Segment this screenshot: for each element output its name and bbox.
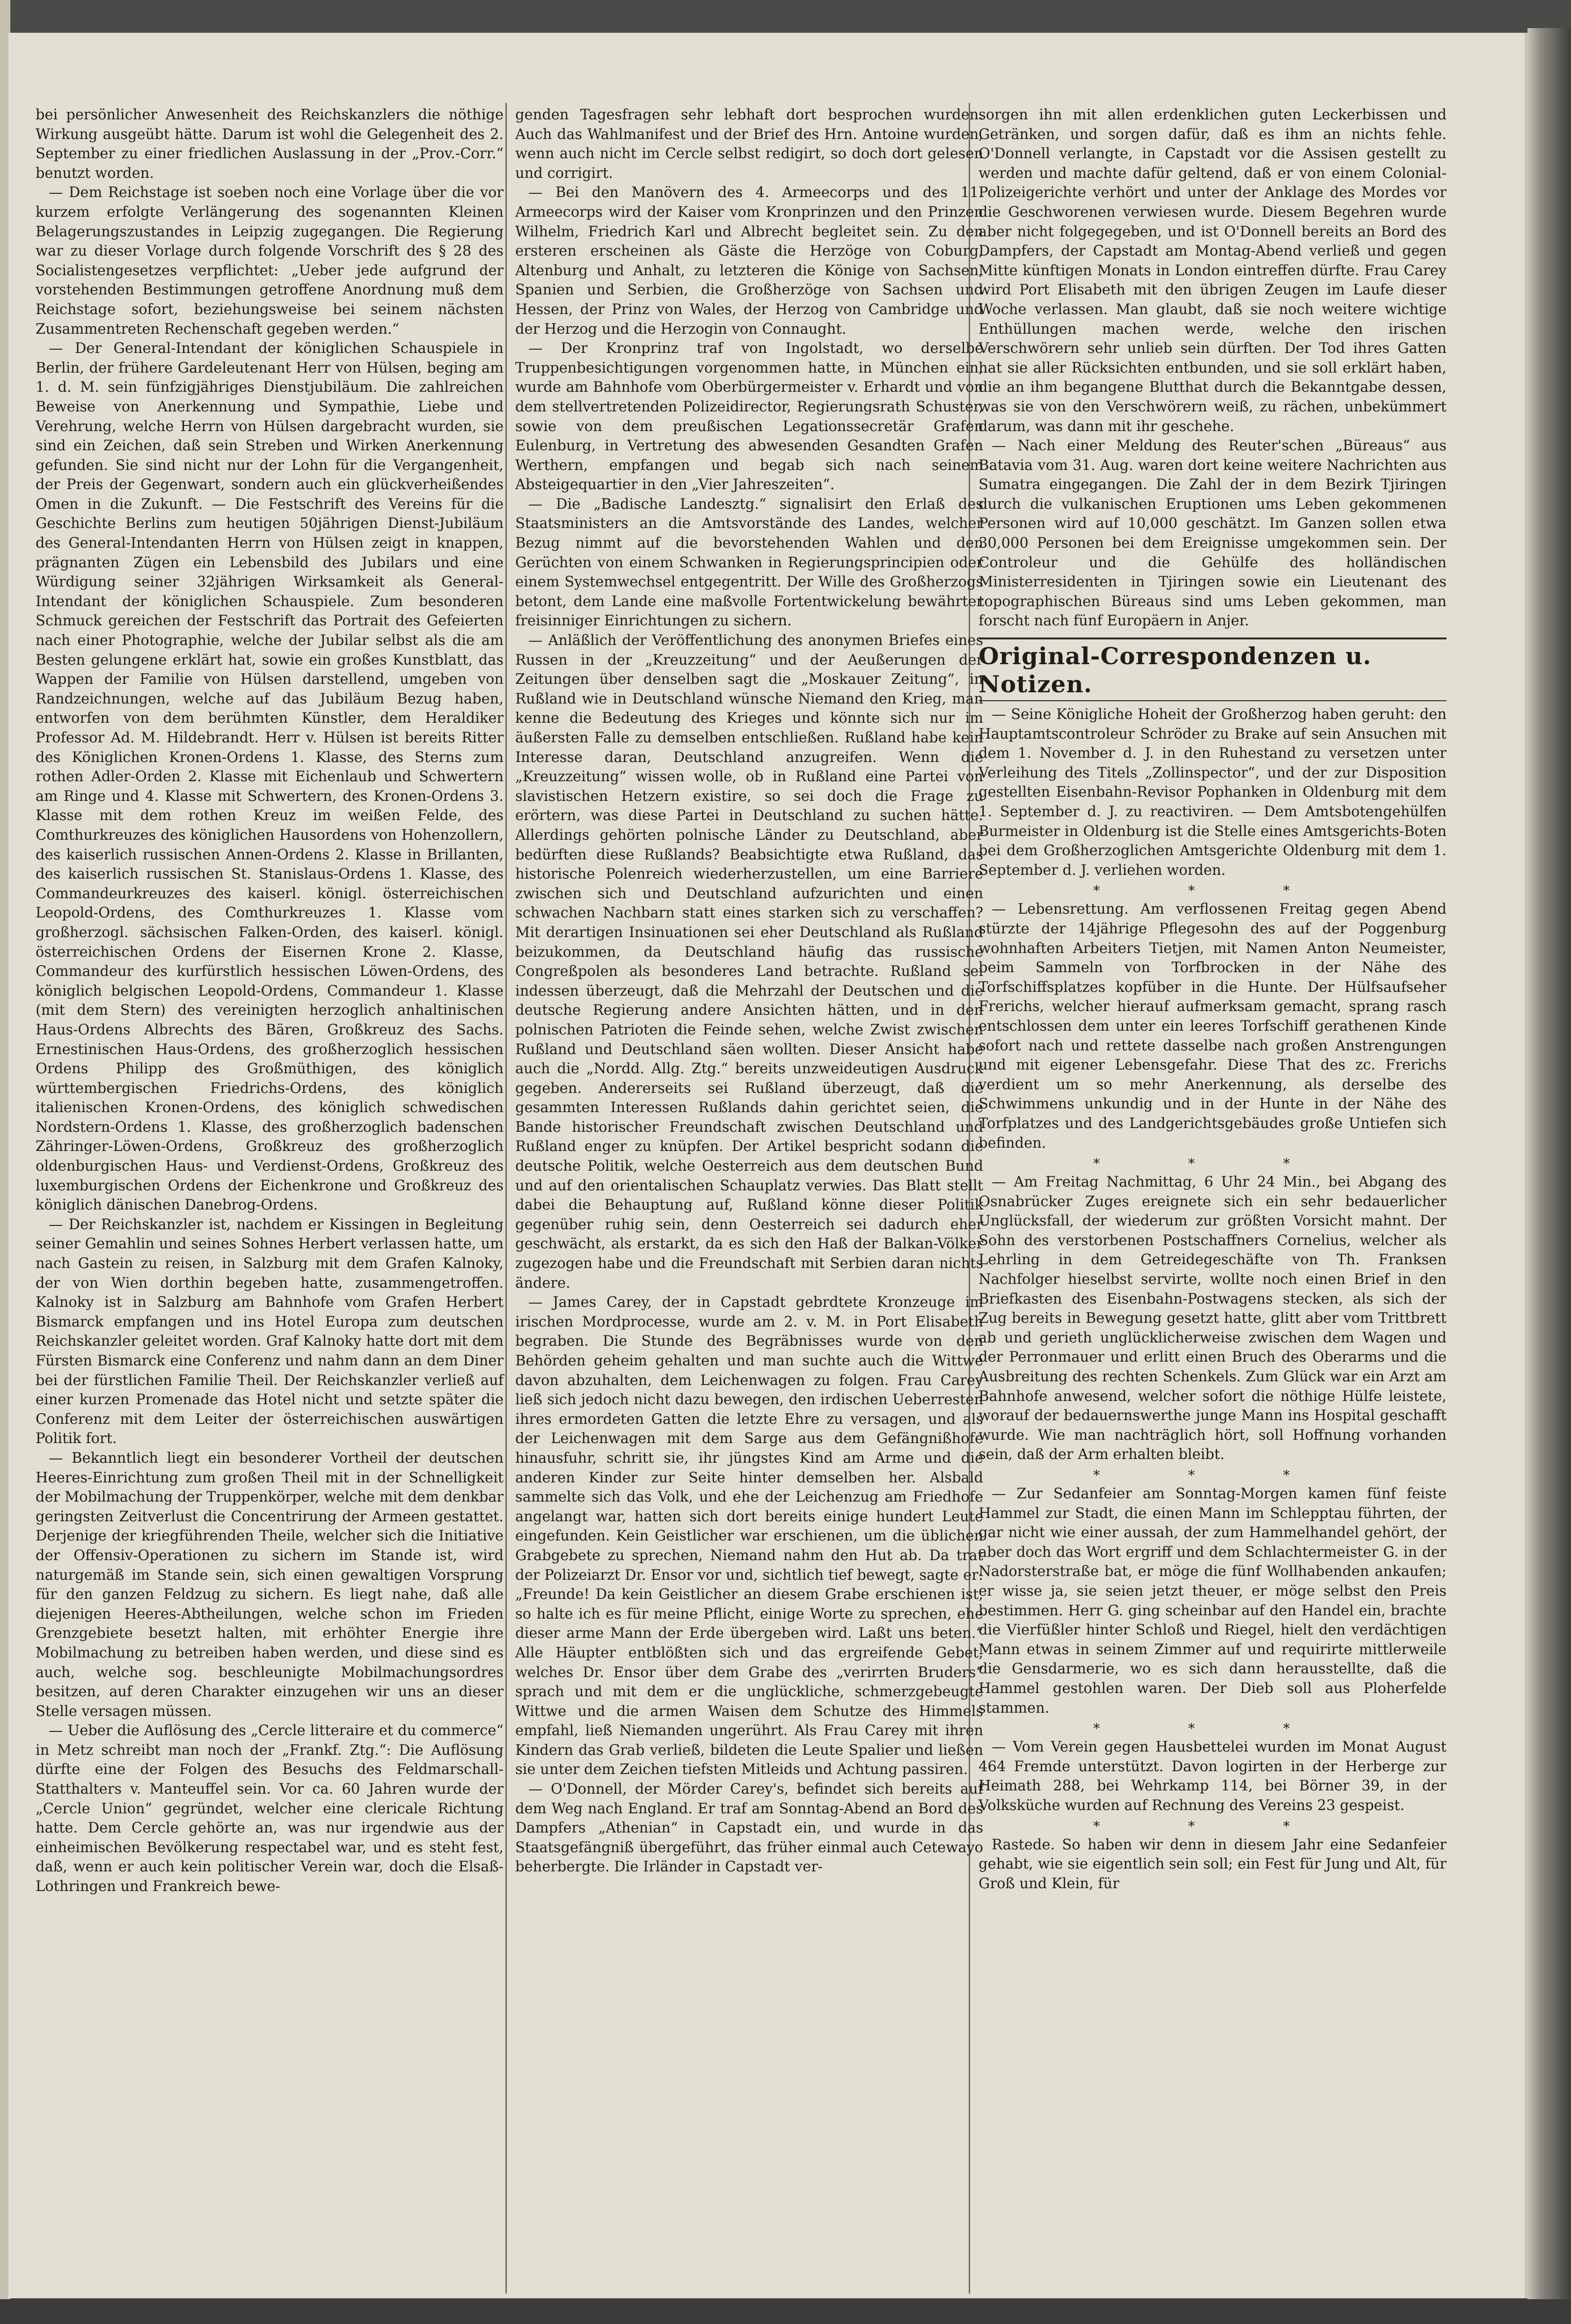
separator-stars: * * * [1093,1721,1332,1737]
scan-bottom-shadow [0,2299,1571,2324]
paragraph: — Lebensrettung. Am verflossenen Freitag gegen Abend stürzte der 14jährige Pflegesohn des auf der Poggenburg wohnhaften Arbeiters Tietjen, mit Namen Anton Neumeister, beim Sammeln von Torfbrocken in der Nähe des Torfschiffsplatzes kopfüber in die Hunte. Der Hülfsaufseher Frerichs, welcher hierauf aufmerksam gemacht, sprang rasch entschlossen dem unter ein leeres Torfschiff gerathenen Kinde sofort nach und rettete dasselbe nach großen Anstrengungen und mit eigener Lebensgefahr. Diese That des zc. Frerichs verdient um so mehr Anerkennung, als derselbe des Schwimmens unkundig und in der Hunte in der Nähe des Torfplatzes und des Landgerichtsgebäudes große Untiefen sich befinden. [979,901,1447,1151]
section-title: Original-Correspondenzen u. Notizen. [979,638,1447,701]
paragraph: — Zur Sedanfeier am Sonntag-Morgen kamen fünf feiste Hammel zur Stadt, die einen Mann im Schlepptau führten, der gar nicht wie einer aussah, der zum Hammelhandel gehört, der aber doch das Wort ergriff und dem Schlachtermeister G. in der Nadorsterstraße bat, er möge die fünf Wollhabenden ankaufen; er wisse ja, sie seien jetzt theuer, er möge selbst den Preis bestimmen. Herr G. ging scheinbar auf den Handel ein, brachte die Vierfüßler hinter Schloß und Riegel, hielt den verdächtigen Mann etwas in seinem Zimmer auf und requirirte mittlerweile die Gensdarmerie, wo es sich dann herausstellte, daß die Hammel gestohlen waren. Der Dieb soll aus Ploherfelde stammen. [979,1486,1447,1716]
column-rule [505,103,507,2294]
paragraph: — Nach einer Meldung des Reuter'schen „Büreaus“ aus Batavia vom 31. Aug. waren dort keine weitere Nachrichten aus Sumatra eingegangen. Die Zahl der in dem Bezirk Tjiringen durch die vulkanischen Eruptionen ums Leben gekommenen Personen wird auf 10,000 geschätzt. Im Ganzen sollen etwa 30,000 Personen bei dem Ereignisse umgekommen sein. Der Controleur und die Gehülfe des holländischen Ministerresidenten in Tjiringen sowie ein Lieutenant des topographischen Büreaus sind ums Leben gekommen, man forscht nach fünf Europäern in Anjer. [979,438,1447,630]
paragraph: Rastede. So haben wir denn in diesem Jahr eine Sedanfeier gehabt, wie sie eigentlich sein soll; ein Fest für Jung und Alt, für Groß und Klein, für [979,1836,1447,1892]
paragraph: genden Tagesfragen sehr lebhaft dort besprochen wurden. Auch das Wahlmanifest und der Brief des Hrn. Antoine wurden, wenn auch nicht im Cercle selbst redigirt, so doch dort gelesen und corrigirt. [515,107,983,182]
separator-stars: * * * [1093,1818,1332,1834]
paragraph: — Vom Verein gegen Hausbettelei wurden im Monat August 464 Fremde unterstützt. Davon logirten in der Herberge zur Heimath 288, bei Wehrkamp 114, bei Börner 39, in der Volksküche wurden auf Rechnung des Vereins 23 gespeist. [979,1739,1447,1814]
paragraph: — Bekanntlich liegt ein besonderer Vortheil der deutschen Heeres-Einrichtung zum großen Theil mit in der Schnelligkeit der Mobilmachung der Truppenkörper, welche mit dem denkbar geringsten Zeitverlust die Concentrirung der Armeen gestattet. Derjenige der kriegführenden Theile, welcher sich die Initiative der Offensiv-Operationen zu sichern im Stande ist, wird naturgemäß im Stande sein, sich einen gewaltigen Vorsprung für den ganzen Feldzug zu sichern. Es liegt nahe, daß alle diejenigen Heeres-Abtheilungen, welche schon im Frieden Grenzgebiete besetzt halten, mit erhöhter Energie ihre Mobilmachung zu betreiben haben werden, und diese sind es auch, welche sog. beschleunigte Mobilmachungsordres besitzen, auf deren Charakter einzugehen wir uns an dieser Stelle versagen müssen. [36,1450,504,1720]
page-edge-right [1527,28,1571,2324]
column-3 [979,105,1447,1893]
paragraph: — Die „Badische Landesztg.“ signalisirt den Erlaß des Staatsministers an die Amtsvorstände des Landes, welcher Bezug nimmt auf die bevorstehenden Wahlen und den Gerüchten von einem Schwanken in Regierungsprincipien oder einem Systemwechsel entgegentritt. Der Wille des Großherzogs betont, dem Lande eine maßvolle Fortentwickelung bewährter freisinniger Einrichtungen zu sichern. [515,496,983,630]
paragraph: — Anläßlich der Veröffentlichung des anonymen Briefes eines Russen in der „Kreuzzeitung“ und der Aeußerungen der Zeitungen über denselben sagt die „Moskauer Zeitung“, in Rußland wie in Deutschland wünsche Niemand den Krieg, man kenne die Bedeutung des Krieges und könnte sich nur im äußersten Falle zu demselben entschließen. Rußland habe kein Interesse daran, Deutschland anzugreifen. Wenn die „Kreuzzeitung“ wissen wolle, ob in Rußland eine Partei von slavistischen Hetzern existire, so sei doch die Frage zu erörtern, was diese Partei in Deutschland zu suchen hätte. Allerdings gehörten polnische Länder zu Deutschland, aber bedürften diese Rußlands? Beabsichtigte etwa Rußland, das historische Polenreich wiederherzustellen, um eine Barriere zwischen sich und Deutschland aufzurichten und einen schwachen Nachbarn statt eines starken sich zu verschaffen? Mit derartigen Insinuationen sei eher Deutschland als Rußland beizukommen, da Deutschland häufig das russische Congreßpolen als besonderes Land betrachte. Rußland sei indessen überzeugt, daß die Mehrzahl der Deutschen und die deutsche Regierung andere Ansichten hätten, und in den polnischen Patrioten die Feinde sehen, welche Zwist zwischen Rußland und Deutschland säen wollten. Dieser Ansicht habe auch die „Nordd. Allg. Ztg.“ bereits unzweideutigen Ausdruck gegeben. Andererseits sei Rußland überzeugt, daß die gesammten Interessen Rußlands dahin gerichtet seien, die Bande historischer Freundschaft zwischen Deutschland und Rußland enger zu knüpfen. Der Artikel bespricht sodann die deutsche Politik, welche Oesterreich aus dem deutschen Bund und auf den orientalischen Schauplatz verwies. Das Blatt stellt dabei die Behauptung auf, Rußland könne dieser Politik gegenüber ruhig sein, denn Oesterreich sei dadurch eher geschwächt, als erstarkt, da es sich den Haß der Balkan-Völker zugezogen habe und die Freundschaft mit Serbien daran nichts ändere. [515,632,983,1291]
paragraph: — O'Donnell, der Mörder Carey's, befindet sich bereits auf dem Weg nach England. Er traf am Sonntag-Abend an Bord des Dampfers „Athenian“ in Capstadt ein, und wurde in das Staatsgefängniß übergeführt, das früher einmal auch Cetewayo beherbergte. Die Irländer in Capstadt ver- [515,1781,983,1876]
separator-stars: * * * [1093,1467,1332,1483]
paragraph: — Bei den Manövern des 4. Armeecorps und des 11. Armeecorps wird der Kaiser vom Kronprinzen und den Prinzen Wilhelm, Friedrich Karl und Albrecht begleitet sein. Zu den ersteren erscheinen als Gäste die Herzöge von Coburg, Altenburg und Anhalt, zu letzteren die Könige von Sachsen, Spanien und Serbien, die Großherzöge von Sachsen und Hessen, der Prinz von Wales, der Herzog von Cambridge und der Herzog und die Herzogin von Connaught. [515,184,983,337]
paragraph: — Dem Reichstage ist soeben noch eine Vorlage über die vor kurzem erfolgte Verlängerung des sogenannten Kleinen Belagerungszustandes in Leipzig zugegangen. Die Regierung war zu dieser Vorlage durch folgende Vorschrift des § 28 des Socialistengesetzes verpflichtet: „Ueber jede aufgrund der vorstehenden Bestimmungen getroffene Anordnung muß dem Reichstage sofort, beziehungsweise bei seinem nächsten Zusammentreten Rechenschaft gegeben werden.“ [36,184,504,337]
separator-stars: * * * [1093,883,1332,899]
paragraph: — James Carey, der in Capstadt gebrdtete Kronzeuge im irischen Mordprocesse, wurde am 2. v. M. in Port Elisabeth begraben. Die Stunde des Begräbnisses wurde von den Behörden geheim gehalten und man suchte auch die Wittwe davon abzuhalten, dem Leichenwagen zu folgen. Frau Carey ließ sich jedoch nicht dazu bewegen, den irdischen Ueberresten ihres ermordeten Gatten die letzte Ehre zu versagen, und als der Leichenwagen mit dem Sarge aus dem Gefängnißhofe hinausfuhr, schritt sie, ihr jüngstes Kind am Arme und die anderen Kinder zur Seite hinter demselben her. Alsbald sammelte sich das Volk, und ehe der Leichenzug am Friedhofe angelangt war, hatten sich dort bereits einige hundert Leute eingefunden. Kein Geistlicher war erschienen, um die üblichen Grabgebete zu sprechen, Niemand nahm den Hut ab. Da trat der Polizeiarzt Dr. Ensor vor und, sichtlich tief bewegt, sagte er: „Freunde! Da kein Geistlicher an diesem Grabe erschienen ist, so halte ich es für meine Pflicht, einige Worte zu sprechen, ehe dieser arme Mann der Erde übergeben wird. Laßt uns beten.“ Alle Häupter entblößten sich und das ergreifende Gebet, welches Dr. Ensor über dem Grabe des „verirrten Bruders“ sprach und mit dem er die unglückliche, schmerzgebeugte Wittwe und die armen Waisen dem Schutze des Himmels empfahl, ließ Niemanden ungerührt. Als Frau Carey mit ihren Kindern das Grab verließ, bildeten die Leute Spalier und ließen sie unter dem Zeichen tiefsten Mitleids und Achtung passiren. [515,1294,983,1778]
paragraph: — Der General-Intendant der königlichen Schauspiele in Berlin, der frühere Gardeleutenant Herr von Hülsen, beging am 1. d. M. sein fünfzigjähriges Dienstjubiläum. Die zahlreichen Beweise von Anerkennung und Sympathie, Liebe und Verehrung, welche Herrn von Hülsen dargebracht wurden, sie sind ein Zeichen, daß sein Streben und Wirken Anerkennung gefunden. Sie sind nicht nur der Lohn für die Vergangenheit, der Preis der Gegenwart, sondern auch ein glückverheißendes Omen in die Zukunft. — Die Festschrift des Vereins für die Geschichte Berlins zum heutigen 50jährigen Dienst-Jubiläum des General-Intendanten Herrn von Hülsen zeigt in knappen, prägnanten Zügen ein Lebensbild des Jubilars und eine Würdigung seiner 32jährigen Wirksamkeit als General-Intendant der königlichen Schauspiele. Zum besonderen Schmuck gereichen der Festschrift das Portrait des Gefeierten nach einer Photographie, welche der Jubilar selbst als die am Besten gelungene erklärt hat, sowie ein großes Kunstblatt, das Wappen der Familie von Hülsen darstellend, umgeben von Randzeichnungen, welche auf das Jubiläum Bezug haben, entworfen von dem berühmten Künstler, dem Heraldiker Professor Ad. M. Hildebrandt. Herr v. Hülsen ist bereits Ritter des Königlichen Kronen-Ordens 1. Klasse, des Sterns zum rothen Adler-Orden 2. Klasse mit Eichenlaub und Schwertern am Ringe und 4. Klasse mit Schwertern, des Kronen-Ordens 3. Klasse mit dem rothen Kreuz im weißen Felde, des Comthurkreuzes des königlichen Hausordens von Hohenzollern, des kaiserlich russischen Annen-Ordens 2. Klasse in Brillanten, des kaiserlich russischen St. Stanislaus-Ordens 1. Klasse, des Commandeurkreuzes des kaiserl. königl. österreichischen Leopold-Ordens, des Comthurkreuzes 1. Klasse vom großherzogl. sächsischen Falken-Orden, des kaiserl. königl. österreichischen Ordens der Eisernen Krone 2. Klasse, Commandeur des kurfürstlich hessischen Löwen-Ordens, des königlich belgischen Leopold-Ordens, Commandeur 1. Klasse (mit dem Stern) des vereinigten herzoglich anhaltinischen Haus-Ordens Albrechts des Bären, Großkreuz des Sachs. Ernestinischen Haus-Ordens, des großherzoglich hessischen Ordens Philipp des Großmüthigen, des königlich württembergischen Friedrichs-Ordens, des königlich italienischen Kronen-Ordens, des königlich schwedischen Nordstern-Ordens 1. Klasse, des großherzoglich badenschen Zähringer-Löwen-Ordens, Großkreuz des großherzoglich oldenburgischen Haus- und Verdienst-Ordens, Großkreuz des luxemburgischen Ordens der Eichenkrone und Großkreuz des königlich dänischen Danebrog-Ordens. [36,340,504,1214]
column-2 [515,105,983,1877]
column-1 [36,105,504,1897]
paragraph: — Seine Königliche Hoheit der Großherzog haben geruht: den Hauptamtscontroleur Schröder zu Brake auf sein Ansuchen mit dem 1. November d. J. in den Ruhestand zu versetzen unter Verleihung des Titels „Zollinspector“, und der zur Disposition gestellten Eisenbahn-Revisor Pophanken in Oldenburg mit dem 1. September d. J. zu reactiviren. — Dem Amtsbotengehülfen Burmeister in Oldenburg ist die Stelle eines Amtsgerichts-Boten bei dem Großherzoglichen Amtsgerichte Oldenburg mit dem 1. September d. J. verliehen worden. [979,706,1447,879]
paragraph: — Ueber die Auflösung des „Cercle litteraire et du commerce“ in Metz schreibt man noch der „Frankf. Ztg.“: Die Auflösung dürfte eine der Folgen des Besuchs des Feldmarschall-Statthalters v. Manteuffel sein. Vor ca. 60 Jahren wurde der „Cercle Union“ gegründet, welcher eine clericale Richtung hatte. Dem Cercle gehörte an, was nur irgendwie aus der einheimischen Bevölkerung respectabel war, und es steht fest, daß, wenn er auch kein politischer Verein war, doch die Elsaß-Lothringen und Frankreich bewe- [36,1723,504,1895]
newspaper-page [8,33,1527,2298]
paragraph: — Der Reichskanzler ist, nachdem er Kissingen in Begleitung seiner Gemahlin und seines Sohnes Herbert verlassen hatte, um nach Gastein zu reisen, in Salzburg mit dem Grafen Kalnoky, der von Wien dorthin begeben hatte, zusammengetroffen. Kalnoky ist in Salzburg am Bahnhofe vom Grafen Herbert Bismarck empfangen und ins Hotel Europa zum deutschen Reichskanzler geleitet worden. Graf Kalnoky hatte dort mit dem Fürsten Bismarck eine Conferenz und nahm dann an dem Diner bei der fürstlichen Familie Theil. Der Reichskanzler verließ auf einer kurzen Promenade das Hotel nicht und setzte später die Conferenz mit dem Leiter der österreichischen auswärtigen Politik fort. [36,1216,504,1447]
paragraph: sorgen ihn mit allen erdenklichen guten Leckerbissen und Getränken, und sorgen dafür, daß es ihm an nichts fehle. O'Donnell verlangte, in Capstadt vor die Assisen gestellt zu werden und machte dafür geltend, daß er von einem Colonial-Polizeigerichte verhört und unter der Anklage des Mordes vor die Geschworenen verwiesen wurde. Diesem Begehren wurde aber nicht folgegegeben, und ist O'Donnell bereits an Bord des Dampfers, der Capstadt am Montag-Abend verließ und gegen Mitte künftigen Monats in London eintreffen dürfte. Frau Carey wird Port Elisabeth mit den übrigen Zeugen im Laufe dieser Woche verlassen. Man glaubt, daß sie noch weitere wichtige Enthüllungen machen werde, welche den irischen Verschwörern sehr unlieb sein dürften. Der Tod ihres Gatten hat sie aller Rücksichten entbunden, und sie soll erklärt haben, die an ihm begangene Blutthat durch die Bekanntgabe dessen, was sie von den Verschwörern weiß, zu rächen, unbekümmert darum, was dann mit ihr geschehe. [979,107,1447,435]
paragraph: — Am Freitag Nachmittag, 6 Uhr 24 Min., bei Abgang des Osnabrücker Zuges ereignete sich ein sehr bedauerlicher Unglücksfall, der wiederum zur größten Vorsicht mahnt. Der Sohn des verstorbenen Postschaffners Cornelius, welcher als Lehrling in dem Getreidegeschäfte von Th. Franksen Nachfolger hieselbst servirte, wollte noch einen Brief in den Briefkasten des Eisenbahn-Postwagens stecken, als sich der Zug bereits in Bewegung gesetzt hatte, glitt aber vom Trittbrett ab und gerieth unglücklicherweise zwischen dem Wagen und der Perronmauer und erlitt einen Bruch des Oberarms und die Ausbreitung des rechten Schenkels. Zum Glück war ein Arzt am Bahnhofe anwesend, welcher sofort die nöthige Hülfe leistete, worauf der bedauernswerthe junge Mann ins Hospital geschafft wurde. Wie man nachträglich hört, soll Hoffnung vorhanden sein, daß der Arm erhalten bleibt. [979,1174,1447,1463]
separator-stars: * * * [1093,1156,1332,1172]
paragraph: bei persönlicher Anwesenheit des Reichskanzlers die nöthige Wirkung ausgeübt hätte. Darum ist wohl die Gelegenheit des 2. September zu einer friedlichen Auslassung in der „Prov.-Corr.“ benutzt worden. [36,107,504,182]
paragraph: — Der Kronprinz traf von Ingolstadt, wo derselbe Truppenbesichtigungen vorgenommen hatte, in München ein, wurde am Bahnhofe vom Oberbürgermeister v. Erhardt und von dem stellvertretenden Polizeidirector, Regierungsrath Schuster, sowie von dem preußischen Legationssecretär Grafen Eulenburg, in Vertretung des abwesenden Gesandten Grafen Werthern, empfangen und begab sich nach seinem Absteigequartier in den „Vier Jahreszeiten“. [515,340,983,493]
